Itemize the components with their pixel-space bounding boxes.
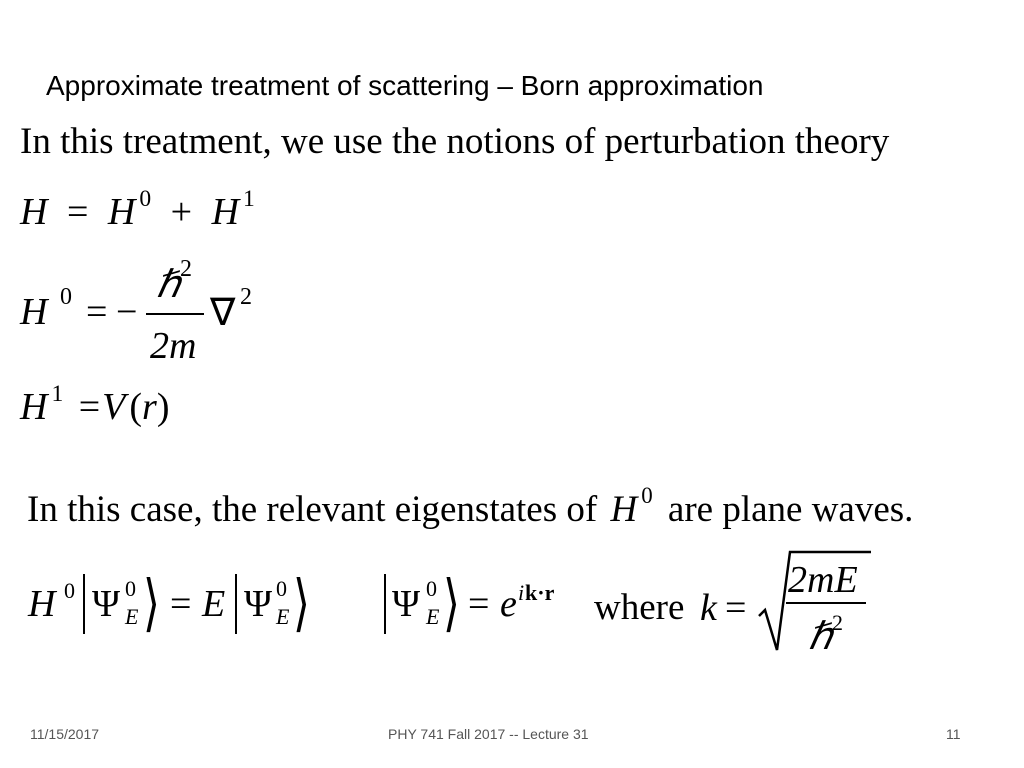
eq-symbol: (	[129, 386, 143, 428]
eq-symbol: H	[20, 386, 48, 428]
eq-symbol: =	[468, 583, 490, 625]
eq-symbol: H	[20, 191, 48, 233]
eq-symbol: i	[518, 580, 525, 605]
eq-symbol: =	[86, 291, 108, 333]
eq-symbol: 2	[180, 256, 192, 282]
eq-symbol: r	[142, 386, 157, 428]
eq-symbol: ⟩	[443, 570, 460, 638]
eq-symbol: 2mE	[788, 559, 858, 601]
slide-title: Approximate treatment of scattering – Born approximation	[46, 70, 764, 101]
where-label: where	[594, 587, 685, 628]
equation-hamiltonian-split	[20, 186, 255, 234]
eq-symbol: H	[211, 191, 240, 233]
eq-symbol: 2	[832, 610, 843, 635]
eq-symbol: E	[276, 604, 290, 629]
eq-symbol: =	[66, 191, 89, 233]
eq-symbol: =	[78, 386, 101, 428]
eq-symbol: ⟩	[293, 570, 310, 638]
eq-symbol: 0	[426, 576, 437, 601]
eq-symbol: H	[28, 583, 56, 625]
ket-bar	[235, 574, 237, 634]
eq-symbol: H	[610, 489, 638, 530]
eq-symbol: 1	[51, 381, 64, 407]
eq-symbol: 2	[240, 284, 252, 310]
eq-symbol: Ψ	[244, 583, 273, 625]
eq-symbol: ⟩	[143, 570, 160, 638]
eq-symbol: 1	[243, 186, 255, 212]
eq-symbol: E	[202, 583, 226, 625]
eq-symbol: +	[170, 191, 193, 233]
intro-text: In this treatment, we use the notions of perturbation theory	[20, 121, 890, 162]
eq-symbol: 0	[276, 576, 287, 601]
eq-symbol: 0	[60, 284, 72, 310]
equation-perturbation	[20, 381, 170, 429]
fraction-bar	[146, 313, 204, 315]
eq-symbol: H	[20, 291, 48, 333]
ket-bar	[384, 574, 386, 634]
eq-symbol: ∇	[210, 292, 236, 334]
eq-symbol: e	[500, 583, 517, 625]
ket-bar	[83, 574, 85, 634]
eq-symbol: 0	[64, 578, 75, 603]
eq-symbol: ℏ	[156, 264, 181, 306]
eq-symbol: E	[426, 604, 440, 629]
eq-symbol: 0	[641, 483, 653, 508]
footer-date: 11/15/2017	[30, 726, 100, 742]
eq-symbol: V	[102, 386, 126, 428]
eq-symbol: 2m	[150, 325, 197, 367]
eq-symbol: )	[156, 386, 170, 428]
eq-symbol: H	[107, 191, 136, 233]
eq-symbol: Ψ	[392, 583, 421, 625]
eq-symbol: E	[125, 604, 139, 629]
eq-symbol: ℏ	[808, 616, 833, 658]
eq-symbol: 0	[139, 186, 152, 212]
eq-symbol: −	[116, 291, 138, 333]
footer-course: PHY 741 Fall 2017 -- Lecture 31	[388, 726, 589, 742]
eq-symbol: k·r	[525, 580, 555, 605]
eq-symbol: =	[170, 583, 192, 625]
eq-symbol: k	[700, 587, 717, 629]
eigen-text-after: are plane waves.	[667, 489, 914, 530]
footer-page-number: 11	[946, 726, 961, 742]
eq-symbol: 0	[125, 576, 136, 601]
eq-symbol: =	[725, 587, 747, 629]
fraction-bar	[786, 602, 866, 604]
eigen-text-before: In this case, the relevant eigenstates of	[27, 489, 598, 530]
eq-symbol: Ψ	[92, 583, 121, 625]
eigen-sentence	[27, 483, 914, 531]
